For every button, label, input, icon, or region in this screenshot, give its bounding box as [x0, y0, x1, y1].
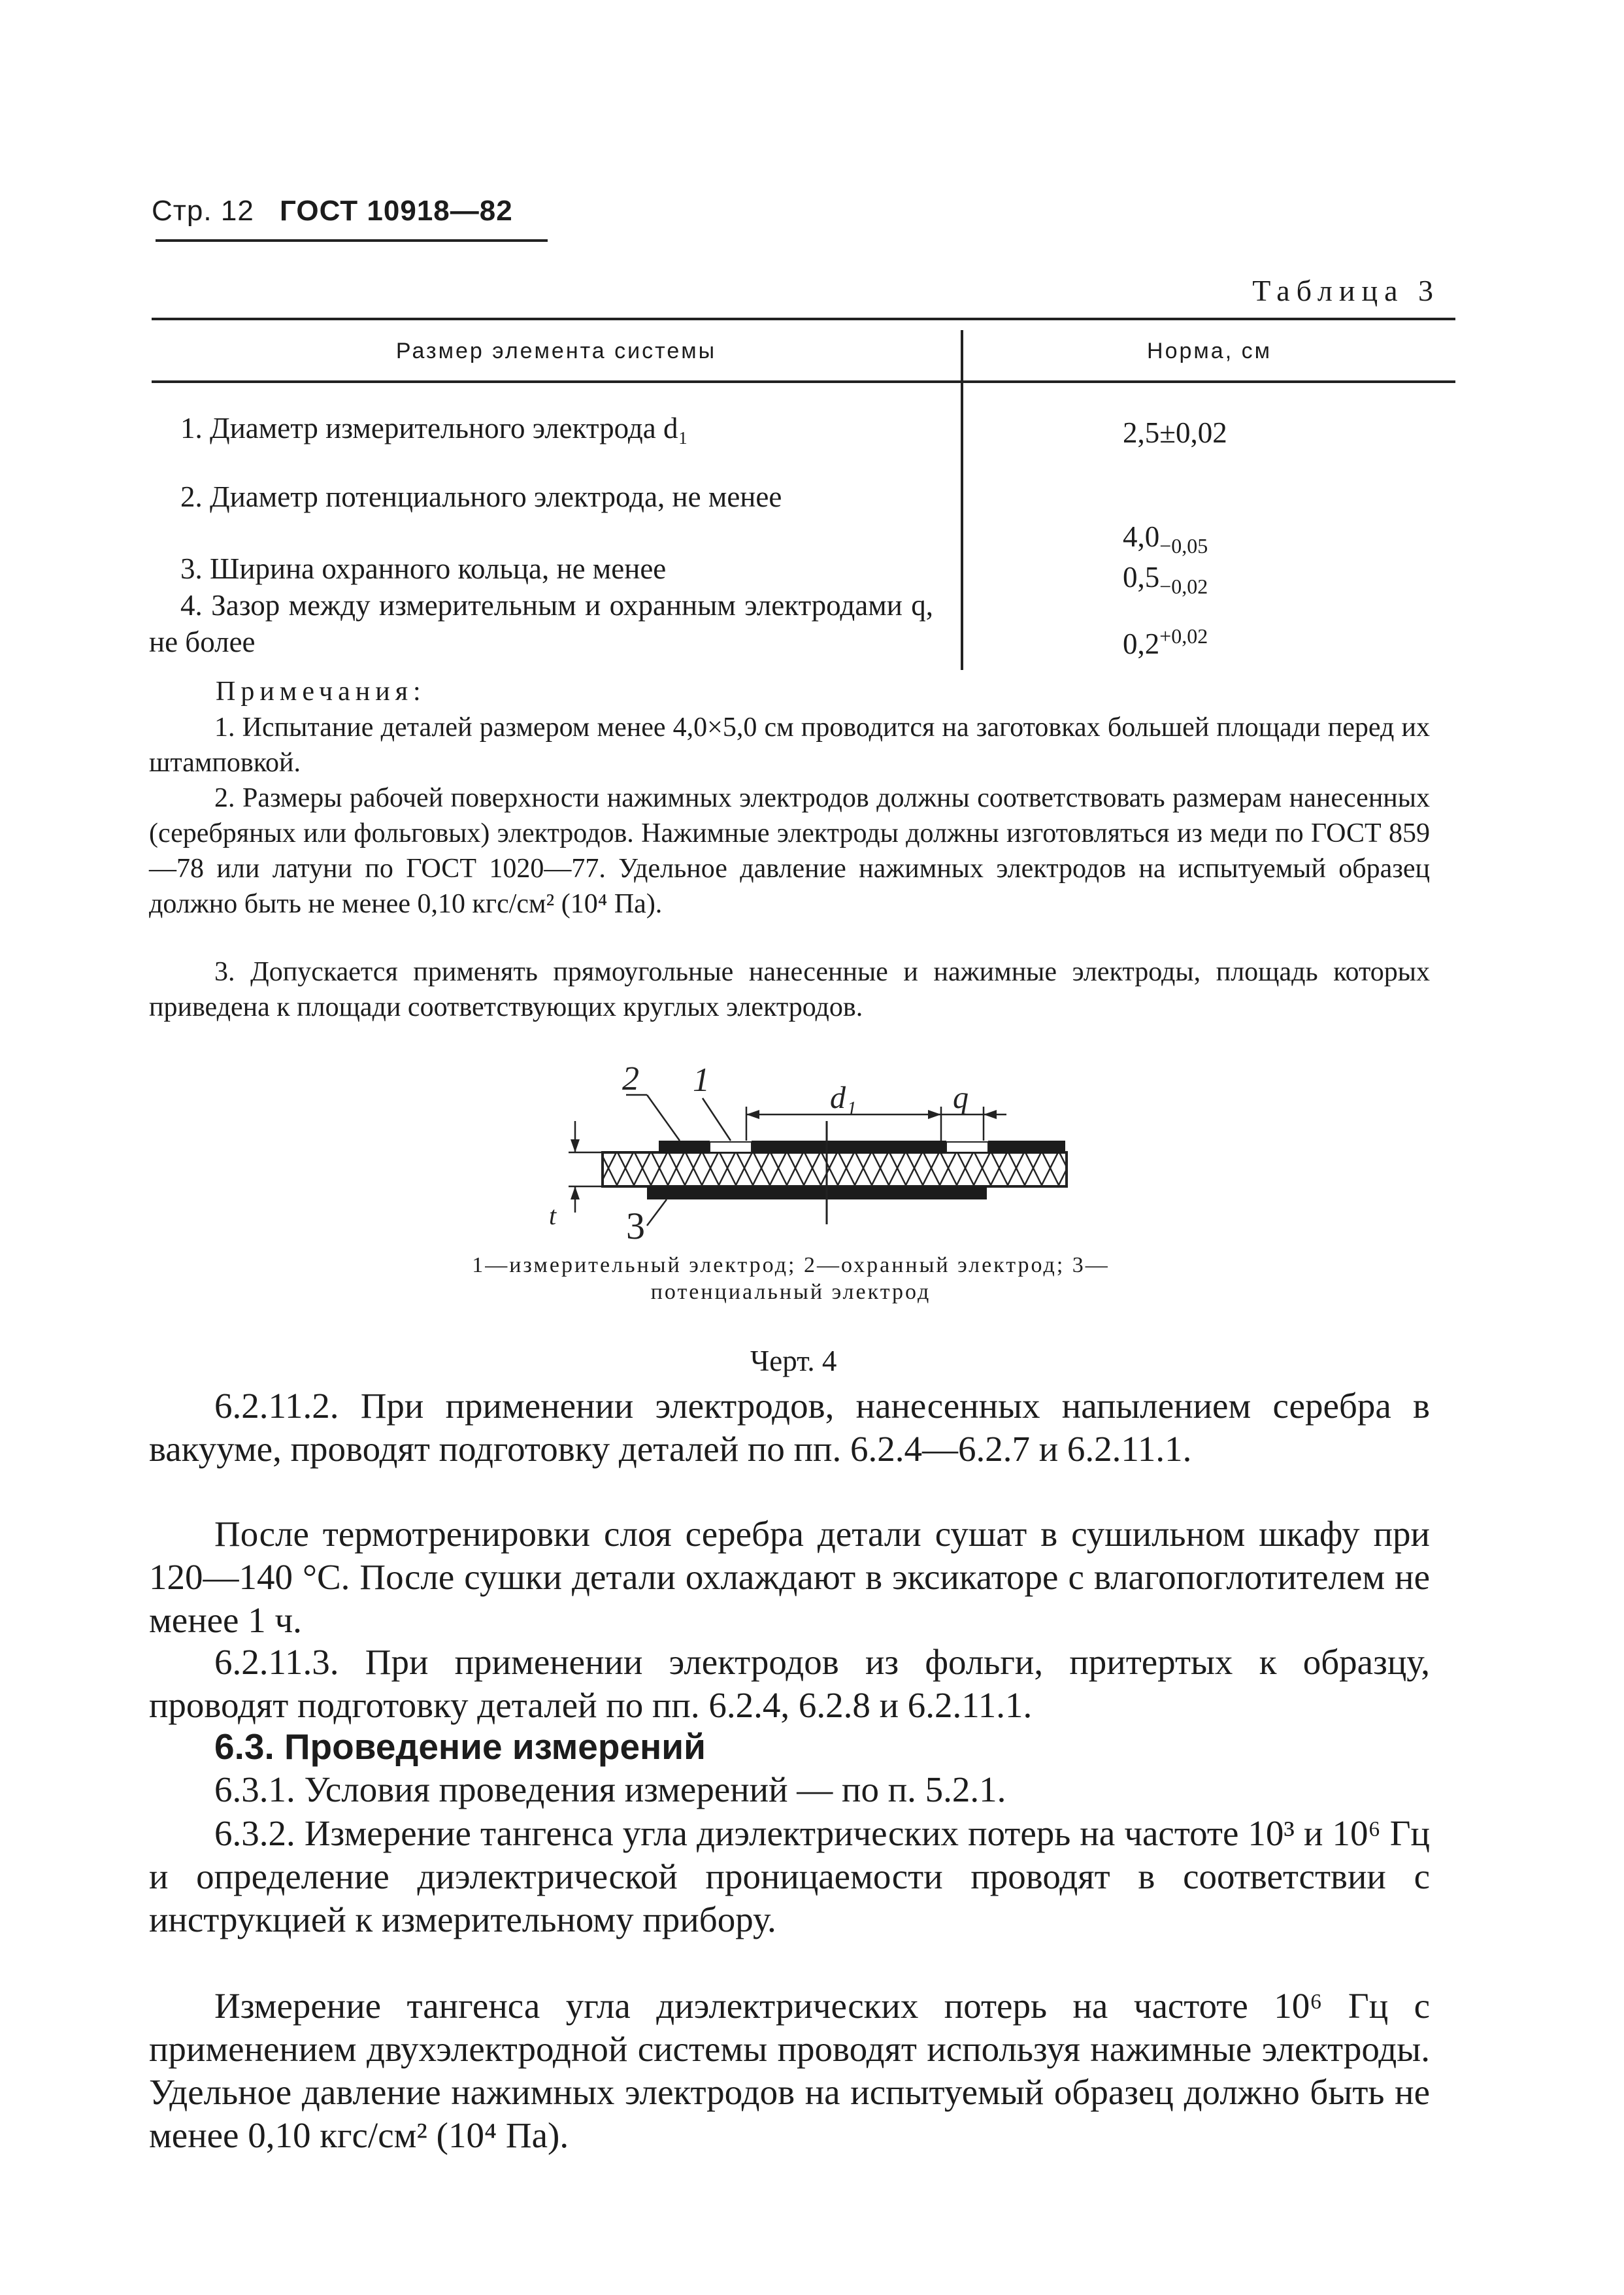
paragraph-6-3-1: 6.3.1. Условия проведения измерений — по п. 5.2.1.: [214, 1769, 1006, 1809]
table-top-rule: [152, 318, 1455, 320]
figure-caption: Черт. 4: [750, 1345, 837, 1377]
table-row-2-norm: $4,0_{-0,05}$: [1123, 520, 1208, 558]
table-header-rule: [152, 380, 1455, 383]
label-2: 2: [622, 1060, 639, 1097]
label-1: 1: [693, 1062, 710, 1099]
section-heading-6-3: 6.3. Проведение измерений: [214, 1726, 706, 1767]
paragraph-6-2-11-3: 6.2.11.3. При применении электродов из фольги, притертых к образцу, проводят подготовку деталей по пп. 6.2.4, 6.2.8 и 6.2.11.1.: [149, 1642, 1430, 1725]
guard-electrode-right: [988, 1141, 1065, 1154]
column-header-norm: Норма, см: [1147, 339, 1272, 363]
label-3: 3: [626, 1205, 645, 1245]
paragraph-6-3-2: 6.3.2. Измерение тангенса угла диэлектрических потерь на частоте 10³ и 10⁶ Гц и определение диэлектрической проницаемости проводят в соответствии с инструкцией к измерительному прибору.: [149, 1813, 1430, 1939]
column-header-size: Размер элемента системы: [395, 339, 717, 363]
paragraph-two-electrode: Измерение тангенса угла диэлектрических потерь на частоте 10⁶ Гц с применением двухэлектродной системы проводят используя нажимные электроды. Удельное давление нажимных электродов на испытуемый образец должно быть не менее 0,10 кгс/см² (10⁴ Па).: [149, 1986, 1430, 2155]
standard-number: ГОСТ 10918—82: [280, 195, 513, 227]
paragraph-6-2-11-2: 6.2.11.2. При применении электродов, нанесенных напылением серебра в вакууме, проводят подготовку деталей по пп. 6.2.4—6.2.7 и 6.2.11.1.: [149, 1386, 1430, 1469]
paragraph-drying: После термотренировки слоя серебра детали сушат в сушильном шкафу при 120—140 °С. После сушки детали охлаждают в эксикаторе с влагопоглотителем не менее 1 ч.: [149, 1514, 1430, 1640]
table-column-divider: [961, 330, 963, 670]
electrode-diagram: [549, 1049, 1072, 1245]
table-row-3-text: 3. Ширина охранного кольца, не менее: [180, 552, 667, 585]
specimen: [603, 1152, 1067, 1186]
table-row-1-norm: 2,5±0,02: [1123, 416, 1227, 449]
page-header: [152, 195, 513, 227]
table-label: Таблица 3: [1252, 274, 1440, 307]
table-row-4-norm: $0,2^{+0,02}$: [1123, 624, 1208, 660]
table-row-3-norm: $0,5_{-0,02}$: [1123, 561, 1208, 598]
guard-electrode-left: [659, 1141, 710, 1154]
notes-title: Примечания:: [216, 677, 426, 707]
note-3: 3. Допускается применять прямоугольные нанесенные и нажимные электроды, площадь которых приведена к площади соответствующих круглых электродов.: [149, 957, 1430, 1022]
label-q: q: [953, 1080, 969, 1115]
measuring-electrode: [752, 1141, 946, 1154]
table-row-2-text: 2. Диаметр потенциального электрода, не менее: [180, 480, 782, 513]
note-1: 1. Испытание деталей размером менее 4,0×5,0 см проводится на заготовках большей площади перед их штамповкой.: [149, 712, 1430, 778]
figure-legend: 1—измерительный электрод; 2—охранный электрод; 3—потенциальный электрод: [472, 1253, 1110, 1304]
table-row-4-text: 4. Зазор между измерительным и охранным электродами q, не более: [149, 589, 933, 658]
label-d1: d₁: [830, 1080, 857, 1115]
header-rule: [156, 239, 548, 242]
note-2: 2. Размеры рабочей поверхности нажимных электродов должны соответствовать размерам нанесенных (серебряных или фольговых) электродов. Нажимные электроды должны изготовляться из меди по ГОСТ 859—78 или латуни по ГОСТ 1020—77. Удельное давление нажимных электродов на испытуемый образец должно быть не менее 0,10 кгс/см² (10⁴ Па).: [149, 783, 1430, 919]
potential-electrode: [647, 1186, 987, 1199]
label-t: t: [549, 1201, 557, 1230]
page-number: Стр. 12: [152, 195, 254, 227]
table-row-1-text: 1. Диаметр измерительного электрода d₁: [180, 412, 689, 444]
